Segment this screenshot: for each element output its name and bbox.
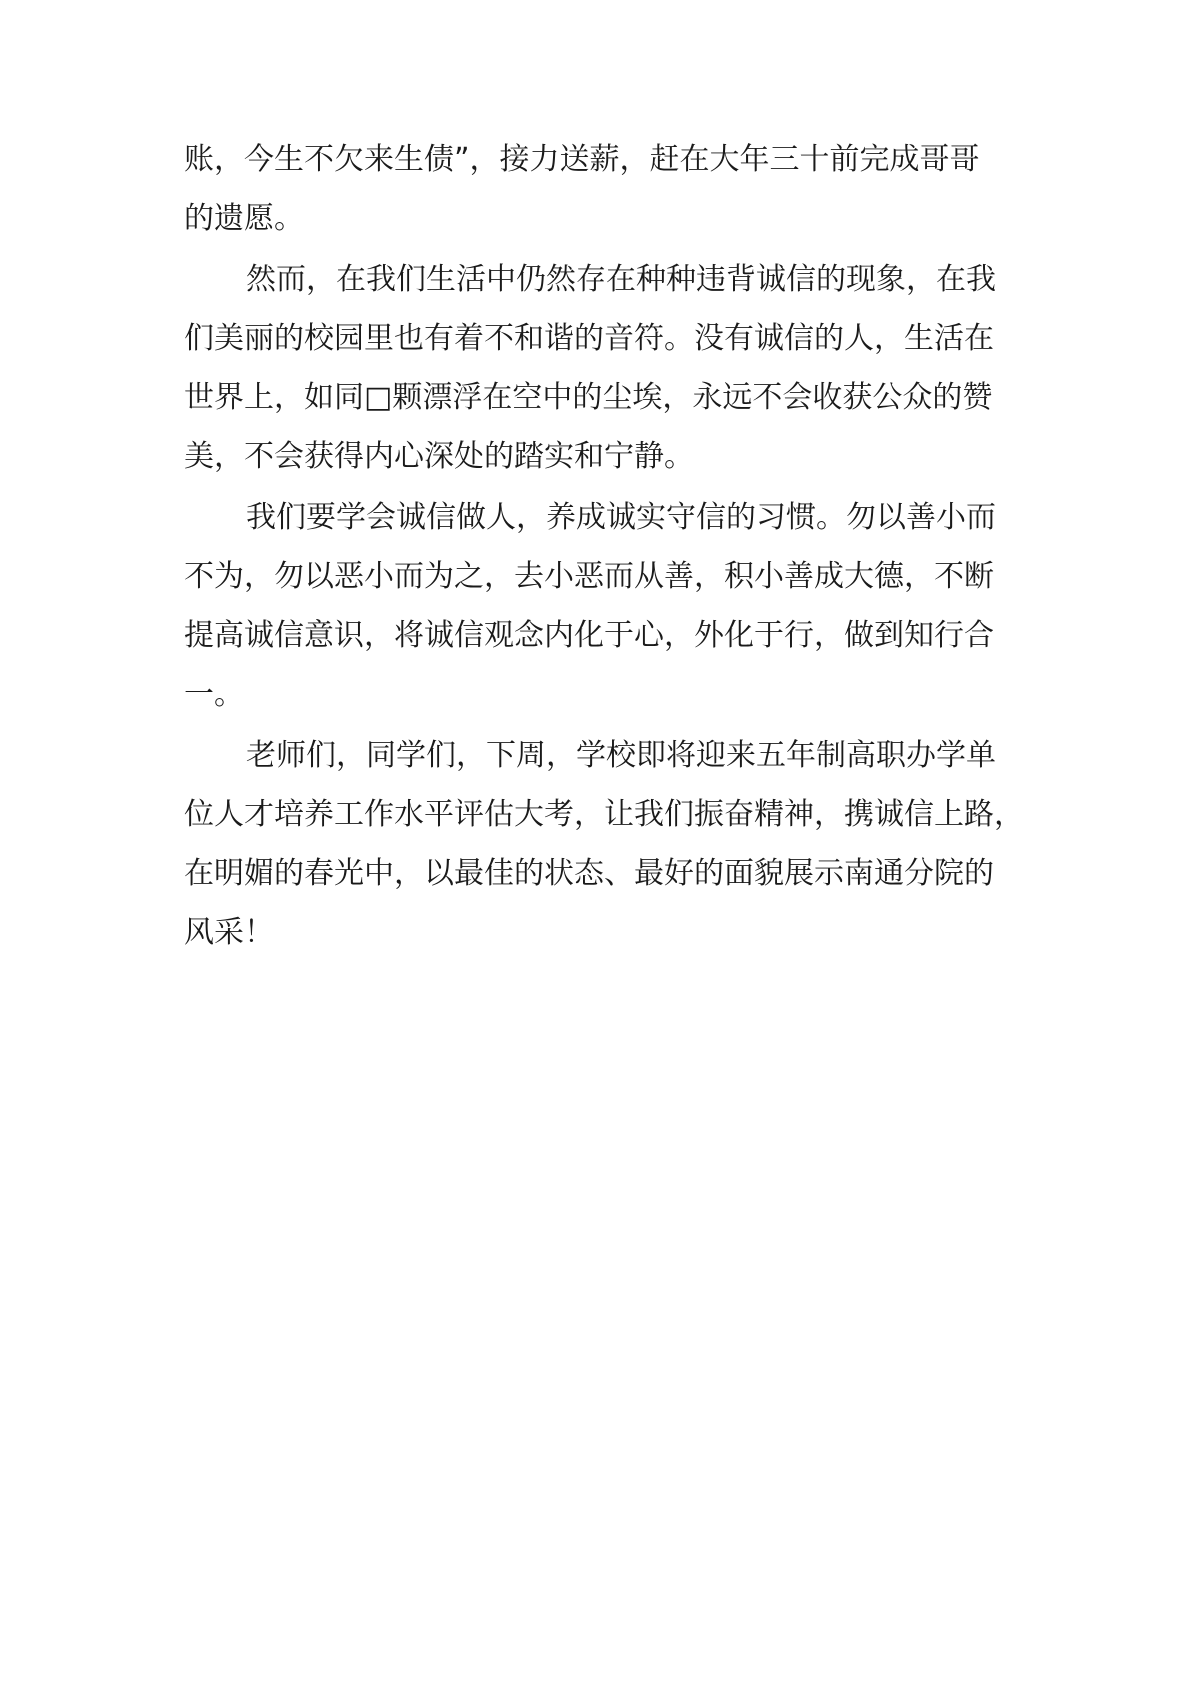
text-line: 世界上，如同□颗漂浮在空中的尘埃，永远不会收获公众的赞	[184, 380, 993, 415]
text-line: 风采！	[184, 915, 274, 950]
paragraph-closing	[184, 726, 1024, 962]
text-line: 位人才培养工作水平评估大考，让我们振奋精神，携诚信上路，	[184, 797, 1024, 832]
paragraph-integrity	[184, 488, 1024, 724]
text-line: 不为，勿以恶小而为之，去小恶而从善，积小善成大德，不断	[184, 559, 994, 594]
text-line: 在明媚的春光中，以最佳的状态、最好的面貌展示南通分院的	[184, 856, 994, 891]
document-body	[184, 130, 1024, 962]
text-line: 账，今生不欠来生债”，接力送薪，赶在大年三十前完成哥哥	[184, 142, 980, 177]
paragraph-continuation	[184, 130, 1024, 248]
text-line: 们美丽的校园里也有着不和谐的音符。没有诚信的人，生活在	[184, 321, 994, 356]
text-line: 我们要学会诚信做人，养成诚实守信的习惯。勿以善小而	[246, 500, 996, 535]
text-line: 然而，在我们生活中仍然存在种种违背诚信的现象，在我	[246, 262, 996, 297]
text-line: 美，不会获得内心深处的踏实和宁静。	[184, 439, 694, 474]
text-line: 一。	[184, 677, 244, 712]
text-line: 提高诚信意识，将诚信观念内化于心，外化于行，做到知行合	[184, 618, 994, 653]
text-line: 的遗愿。	[184, 201, 304, 236]
text-line: 老师们，同学们，下周，学校即将迎来五年制高职办学单	[246, 738, 996, 773]
paragraph-dishonesty	[184, 250, 1024, 486]
